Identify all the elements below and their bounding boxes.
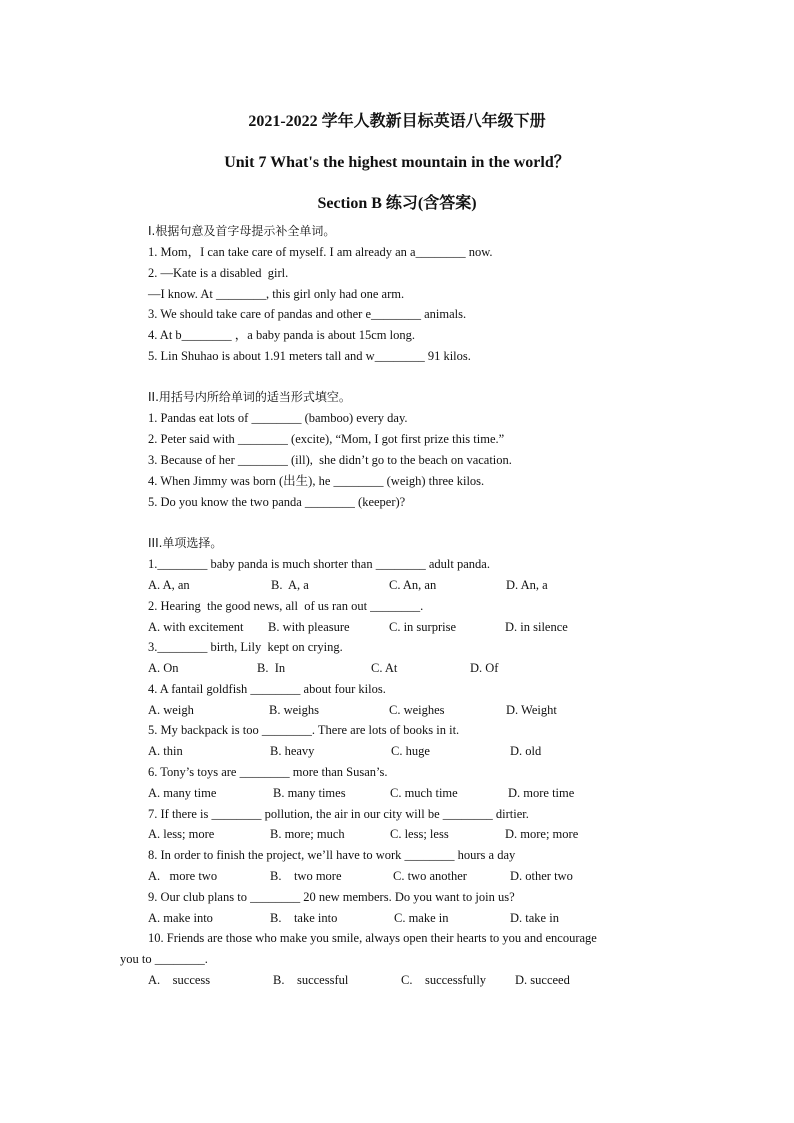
document-title: 2021-2022 学年人教新目标英语八年级下册: [248, 113, 546, 130]
question-text: 5. My backpack is too ________. There are lots of books in it.: [148, 723, 460, 737]
option-d: D. other two: [510, 869, 573, 883]
question-text: 3.________ birth, Lily kept on crying.: [148, 640, 343, 654]
unit-title: Unit 7 What's the highest mountain in the world？: [224, 154, 570, 171]
option-c: C. less; less: [390, 827, 449, 841]
section-title: Section B 练习(含答案): [317, 195, 477, 212]
option-c: C. huge: [391, 744, 430, 758]
option-a: A. weigh: [148, 703, 194, 717]
option-a: A. On: [148, 661, 179, 675]
option-b: B. many times: [273, 786, 346, 800]
option-b: B. two more: [270, 869, 342, 883]
option-c: C. An, an: [389, 578, 437, 592]
option-d: D. Of: [470, 661, 499, 675]
option-a: A. with excitement: [148, 620, 244, 634]
part2-item: 4. When Jimmy was born (出生), he ________ (weigh) three kilos.: [148, 474, 485, 488]
option-d: D. take in: [510, 911, 559, 925]
question-text: 6. Tony’s toys are ________ more than Susan’s.: [148, 765, 388, 779]
option-a: A. many time: [148, 786, 217, 800]
option-c: C. much time: [390, 786, 458, 800]
option-b: B. In: [257, 661, 286, 675]
question-text: 1.________ baby panda is much shorter than ________ adult panda.: [148, 557, 490, 571]
part2-item: 5. Do you know the two panda ________ (keeper)?: [148, 495, 406, 509]
question-text: 4. A fantail goldfish ________ about four kilos.: [148, 682, 386, 696]
option-a: A. less; more: [148, 827, 215, 841]
option-b: B. A, a: [271, 578, 309, 592]
part1-item: 5. Lin Shuhao is about 1.91 meters tall and w________ 91 kilos.: [148, 349, 471, 363]
question-text: 8. In order to finish the project, we’ll have to work ________ hours a day: [148, 848, 516, 862]
option-b: B. successful: [273, 973, 349, 987]
option-c: C. weighes: [389, 703, 445, 717]
question-text: 2. Hearing the good news, all of us ran out ________.: [148, 599, 424, 613]
part1-heading: I.根据句意及首字母提示补全单词。: [148, 224, 336, 238]
option-c: C. At: [371, 661, 398, 675]
part1-item: 3. We should take care of pandas and other e________ animals.: [148, 307, 467, 321]
option-d: D. old: [510, 744, 542, 758]
question-text-continued: you to ________.: [120, 952, 208, 966]
part1-item: 2. —Kate is a disabled girl.: [148, 266, 289, 280]
part2-item: 3. Because of her ________ (ill), she didn’t go to the beach on vacation.: [148, 453, 512, 467]
part1-item: 4. At b________ ，a baby panda is about 15cm long.: [148, 328, 415, 342]
option-b: B. with pleasure: [268, 620, 350, 634]
option-c: C. in surprise: [389, 620, 457, 634]
question-text: 9. Our club plans to ________ 20 new members. Do you want to join us?: [148, 890, 515, 904]
part1-item: 1. Mom，I can take care of myself. I am already an a________ now.: [148, 245, 493, 259]
part2-heading: II.用括号内所给单词的适当形式填空。: [148, 390, 351, 404]
part1-item: —I know. At ________, this girl only had one arm.: [148, 287, 405, 301]
option-a: A. success: [148, 973, 211, 987]
question-text: 10. Friends are those who make you smile, always open their hearts to you and encourage: [148, 931, 597, 945]
option-b: B. heavy: [270, 744, 315, 758]
option-d: D. more time: [508, 786, 575, 800]
option-b: B. more; much: [270, 827, 345, 841]
option-a: A. A, an: [148, 578, 190, 592]
option-d: D. succeed: [515, 973, 570, 987]
option-d: D. in silence: [505, 620, 568, 634]
option-d: D. more; more: [505, 827, 579, 841]
part3-heading: III.单项选择。: [148, 536, 223, 550]
part2-item: 1. Pandas eat lots of ________ (bamboo) every day.: [148, 411, 408, 425]
question-text: 7. If there is ________ pollution, the air in our city will be ________ dirtier.: [148, 807, 529, 821]
option-a: A. thin: [148, 744, 183, 758]
option-d: D. Weight: [506, 703, 557, 717]
option-c: C. successfully: [401, 973, 487, 987]
option-c: C. two another: [393, 869, 467, 883]
option-c: C. make in: [394, 911, 449, 925]
option-d: D. An, a: [506, 578, 548, 592]
option-b: B. take into: [270, 911, 338, 925]
option-b: B. weighs: [269, 703, 319, 717]
option-a: A. more two: [148, 869, 218, 883]
part2-item: 2. Peter said with ________ (excite), “Mom, I got first prize this time.”: [148, 432, 505, 446]
option-a: A. make into: [148, 911, 213, 925]
